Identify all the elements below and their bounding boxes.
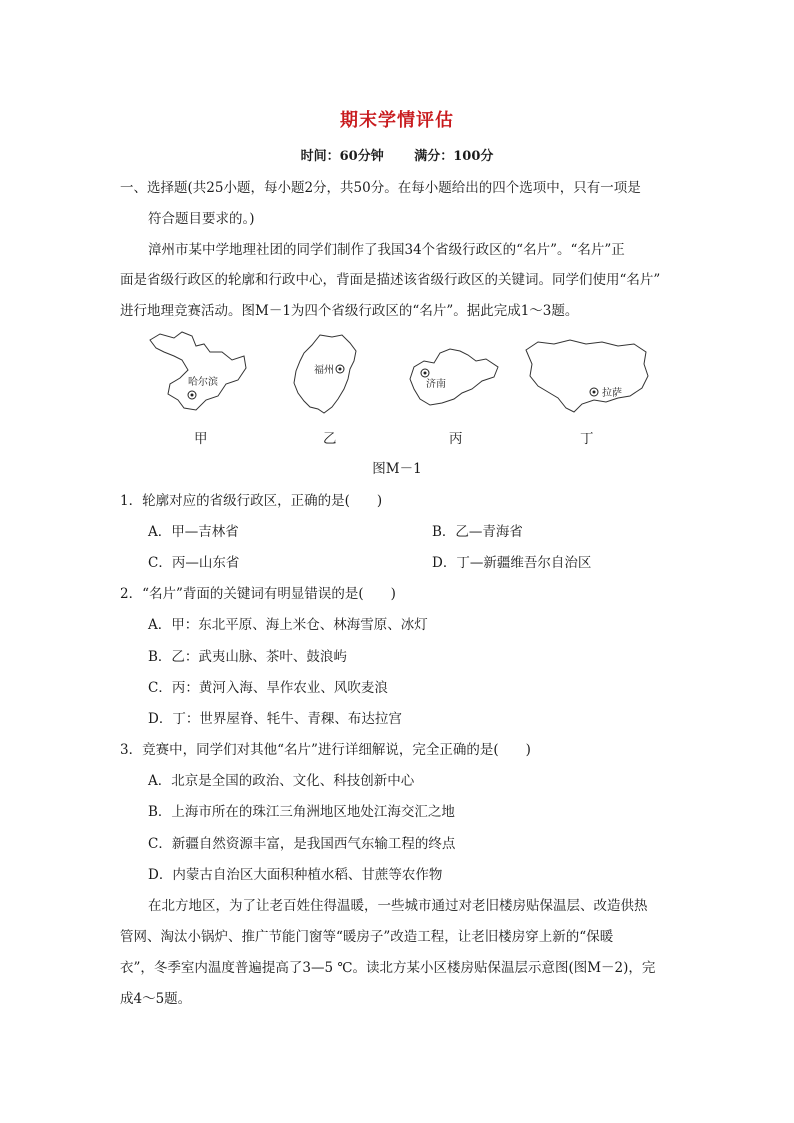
- q1-option-b[interactable]: B．乙—青海省: [432, 524, 523, 540]
- city-label-ding: 拉萨: [602, 388, 622, 399]
- shandong-outline: [406, 343, 502, 409]
- section-heading-line1: 一、选择题(共25小题，每小题2分，共50分。在每小题给出的四个选项中，只有一项是: [120, 180, 641, 196]
- intro2-line1: 在北方地区，为了让老百姓住得温暖，一些城市通过对老旧楼房贴保温层、改造供热: [148, 898, 648, 914]
- q1-stem: 1．轮廓对应的省级行政区，正确的是( ): [120, 493, 383, 509]
- q2-option-d[interactable]: D．丁：世界屋脊、牦牛、青稞、布达拉宫: [148, 711, 402, 727]
- q2-option-b[interactable]: B．乙：武夷山脉、茶叶、鼓浪屿: [148, 649, 347, 665]
- q3-option-d[interactable]: D．内蒙古自治区大面积种植水稻、甘蔗等农作物: [148, 867, 443, 883]
- city-label-yi: 福州: [314, 365, 334, 376]
- q2-option-a[interactable]: A．甲：东北平原、海上米仓、林海雪原、冰灯: [148, 617, 428, 633]
- map-card-jia: [148, 330, 248, 412]
- city-label-jia: 哈尔滨: [188, 377, 218, 388]
- q3-option-c[interactable]: C．新疆自然资源丰富，是我国西气东输工程的终点: [148, 836, 456, 852]
- q3-option-b[interactable]: B．上海市所在的珠江三角洲地区地处江海交汇之地: [148, 804, 455, 820]
- q1-option-c[interactable]: C．丙—山东省: [148, 555, 240, 571]
- page-title: 期末学情评估: [340, 110, 454, 131]
- intro1-line2: 面是省级行政区的轮廓和行政中心，背面是描述该省级行政区的关键词。同学们使用“名片”: [120, 272, 661, 288]
- intro1-line3: 进行地理竞赛活动。图M－1为四个省级行政区的“名片”。据此完成1～3题。: [120, 303, 579, 319]
- map-label-ding: 丁: [580, 431, 594, 447]
- map-card-ding: [522, 336, 652, 418]
- map-label-bing: 丙: [449, 431, 463, 447]
- q1-option-a[interactable]: A．甲—吉林省: [148, 524, 239, 540]
- map-card-yi: [290, 333, 370, 415]
- time-limit: 时间：60分钟: [300, 149, 384, 164]
- intro2-line2: 管网、淘汰小锅炉、推广节能门窗等“暖房子”改造工程，让老旧楼房穿上新的“保暖: [120, 929, 614, 945]
- map-card-bing: [406, 343, 502, 409]
- q3-option-a[interactable]: A．北京是全国的政治、文化、科技创新中心: [148, 773, 415, 789]
- section-heading-line2: 符合题目要求的。): [148, 211, 255, 227]
- figure-caption: 图M－1: [372, 461, 422, 477]
- q3-stem: 3．竞赛中，同学们对其他“名片”进行详细解说，完全正确的是( ): [120, 742, 531, 758]
- q1-option-d[interactable]: D．丁—新疆维吾尔自治区: [432, 555, 592, 571]
- heilongjiang-outline: [148, 330, 248, 412]
- map-label-jia: 甲: [194, 431, 208, 447]
- intro2-line4: 成4～5题。: [120, 991, 192, 1007]
- exam-info: [0, 145, 794, 164]
- fujian-outline: [290, 333, 370, 415]
- q2-option-c[interactable]: C．丙：黄河入海、旱作农业、风吹麦浪: [148, 680, 388, 696]
- xizang-outline: [522, 336, 652, 418]
- full-score: 满分：100分: [414, 149, 494, 164]
- intro2-line3: 衣”，冬季室内温度普遍提高了3—5 ℃。读北方某小区楼房贴保温层示意图(图M－2)，完: [120, 960, 656, 976]
- intro1-line1: 漳州市某中学地理社团的同学们制作了我国34个省级行政区的“名片”。“名片”正: [148, 242, 625, 258]
- city-label-bing: 济南: [426, 379, 446, 390]
- q2-stem: 2．“名片”背面的关键词有明显错误的是( ): [120, 586, 396, 602]
- map-label-yi: 乙: [323, 431, 337, 447]
